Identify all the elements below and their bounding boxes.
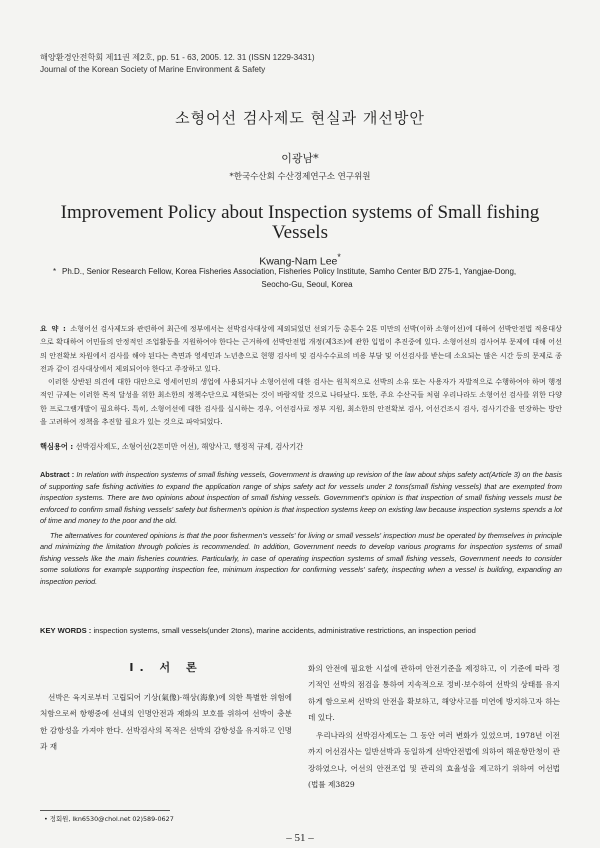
affiliation-en [53,266,552,291]
keywords-ko-label: 핵심용어 : [40,442,76,451]
body-text-left: 선박은 육지로부터 고립되어 기상(氣像)·해상(海象)에 의한 특별한 위험에 처함으로써 항행중에 선내의 인명안전과 재화의 보호를 위하여 선박이 충분한 감항성을 가져야 한다. 선박검사의 목적은 선박의 감항성을 유지하고 인명과 재 [40,693,292,751]
journal-name-en: Journal of the Korean Society of Marine Environment & Safety [40,65,266,74]
keywords-ko-text: 선박검사제도, 소형어선(2톤미만 어선), 해양사고, 행정적 규제, 검사기간 [75,442,304,451]
author-en-name: Kwang-Nam Lee [259,255,338,268]
body-right-para2: 우리나라의 선박검사제도는 그 동안 여러 변화가 있었으며, 1978년 이전까지 어선검사는 일반선박과 동일하게 선박안전법에 의하여 해운항만청이 관장하였으나, 어선의 안전조업 및 관리의 효율성을 제고하기 위하여 어선법(법률 제3829 [308,731,560,790]
keywords-en-text: inspection systems, small vessels(under 2tons), marine accidents, administrative restrictions, an inspection period [93,626,476,635]
abstract-en [40,469,562,587]
journal-header [40,52,560,76]
affiliation-en-mark: * [53,267,57,276]
abstract-ko [40,322,562,428]
abstract-en-label: Abstract : [40,470,77,479]
paper-title-en: Improvement Policy about Inspection systems of Small fishing Vessels [60,202,540,243]
footnote-contact: • 정회원, lkn6530@chol.net 02)589-0627 [44,815,174,823]
page-number: – 51 – [286,832,314,844]
keywords-en [40,626,562,635]
body-text-right [308,661,560,793]
keywords-ko [40,442,562,452]
paper-title-ko: 소형어선 검사제도 현실과 개선방안 [175,109,425,127]
abstract-en-para1: In relation with inspection systems of small fishing vessels, Government is drawing up revision of the law about ships safety act(Article 3) on the basis of supporting safe fishing activities to expand the application range of ships safety act for vessels under 2 tons(small fishing vessels) that are exempted from inspection systems. There are two opinions about inspection of small fishing vessels. Government's opinion is that inspection of small fishing vessels must be enforced to confirm small fishing vessels' safety but fishermen's opinion is that inspection systems keep on existing law because inspection systems spends a lot of time and money to the poor and the old. [40,470,562,525]
footnote-divider [40,810,170,811]
body-right-para1: 화의 안전에 필요한 시설에 관하여 안전기준을 제정하고, 이 기준에 따라 정기적인 선박의 점검을 통하여 지속적으로 정비·보수하여 선박의 상태를 유지하게 함으로써 선박의 안전을 확보하고, 해양사고를 미연에 방지하고자 하는데 있다. [308,664,560,722]
affiliation-en-line1: Ph.D., Senior Research Fellow, Korea Fisheries Association, Fisheries Policy Institute, Samho Center B/D 275-1, Yangjae-Dong, [62,267,517,276]
abstract-ko-para2: 이러한 상반된 의견에 대한 대안으로 영세어민의 생업에 사용되거나 소형어선에 대한 검사는 원칙적으로 선박의 소유 또는 사용자가 자발적으로 수행하여야 하며 행정적인 규제는 이러한 목적 달성을 위한 최소한의 정책수단으로 제한되는 것이 바람직할 것으로 나타났다. 또한, 주요 수산국들 처럼 우리나라도 소형어선 검사를 위한 다양한 프로그램개발이 필요하다. 특히, 소형어선에 대한 검사를 실시하는 경우, 어선검사료 정부 지원, 최소한의 안전확보 검사, 어선건조시 검사, 검사기간을 연장하는 방안을 고려하여 정책을 추진할 필요가 있는 것으로 파악되었다. [40,377,562,427]
abstract-en-para2: The alternatives for countered opinions is that the poor fishermen's vessels' for living or small vessels' inspection must be operated by themselves in principle and minimizing the limitation through policies is recommended. In addition, Government needs to develop various programs for inspection systems of small fishing vessels like the main fisheries countries. Particularly, in case of operating inspection systems of small fishing vessels, Government needs to consider some solutions for example supporting inspection fee, minimum inspection for confirming vessels' safety, inspecting when a vessel is building, expanding an inspection period. [40,530,562,586]
affiliation-en-line2: Seocho-Gu, Seoul, Korea [261,279,353,289]
author-en-mark: * [337,252,341,262]
author-ko: 이광남* [281,152,319,165]
abstract-ko-label: 요 약 : [40,324,71,333]
section-heading-introduction: Ⅰ. 서 론 [129,661,203,674]
abstract-ko-para1: 소형어선 검사제도와 관련하여 최근에 정부에서는 선박검사대상에 제외되었던 선외기등 총톤수 2톤 미만의 선박(이하 소형어선)에 대하여 선박안전법 적용대상으로 확대하여 어민들의 안정적인 조업활동을 지원하여야 한다는 근거하에 선박안전법 개정(제3조)에 관한 입법이 추진중에 있다. 소형어선의 검사여부 문제에 대해 어선의 안전확보 차원에서 검사를 해야 된다는 측면과 영세민과 노년층으로 현행 검사비 및 검사수수료의 비용 부담 및 어선검사를 받는데 소요되는 많은 시간 등의 문제로 종전과 같이 검사대상에서 제외되어야 한다고 주장하고 있다. [40,324,562,373]
keywords-en-label: KEY WORDS : [40,626,94,635]
journal-citation-ko: 해양환경안전학회 제11권 제2호, pp. 51 - 63, 2005. 12. 31 (ISSN 1229-3431) [40,53,315,62]
affiliation-ko: *한국수산회 수산경제연구소 연구위원 [229,172,371,182]
